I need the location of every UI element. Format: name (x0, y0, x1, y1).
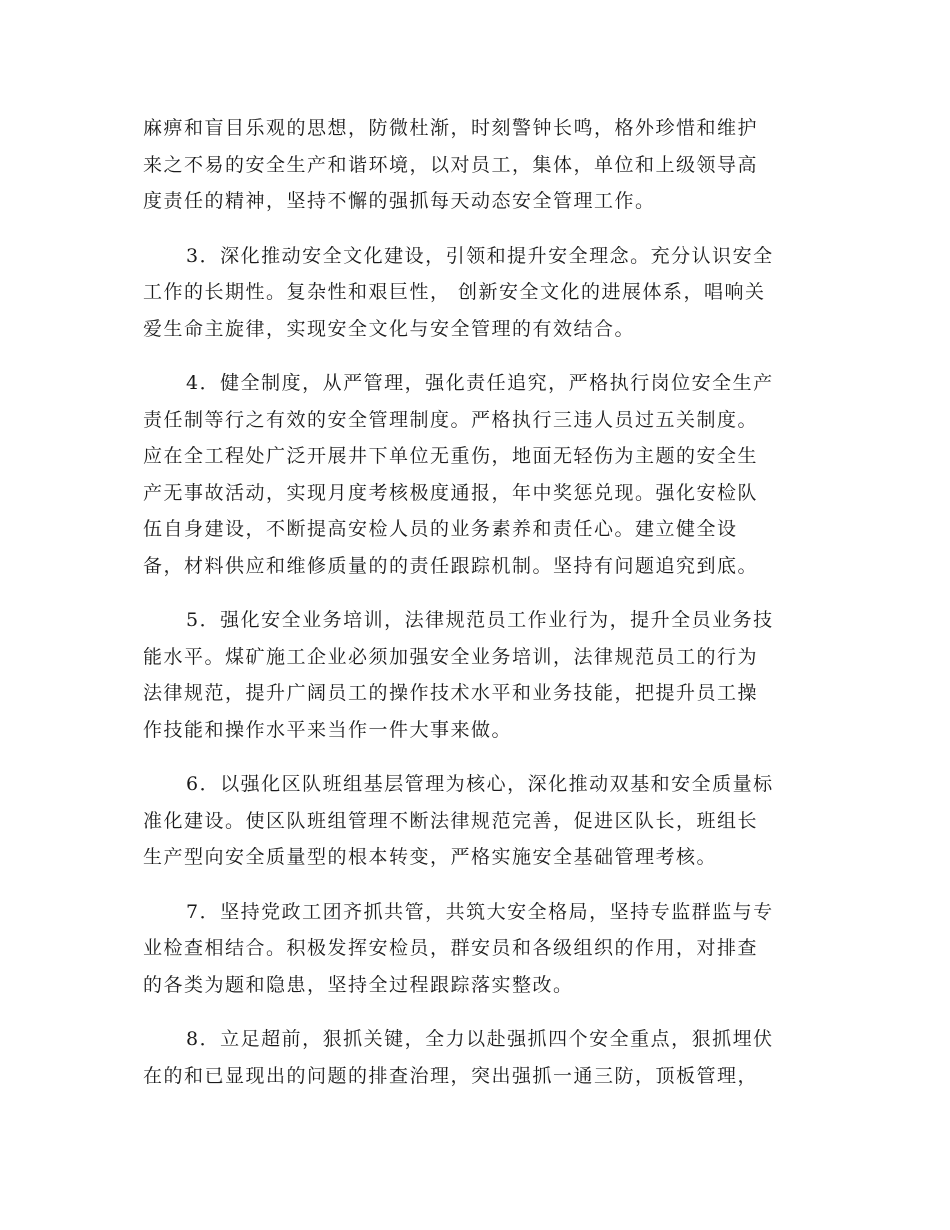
text-line: 麻痹和盲目乐观的思想，防微杜渐，时刻警钟长鸣，格外珍惜和维护 (143, 117, 759, 139)
text-line: 6．以强化区队班组基层管理为核心，深化推动双基和安全质量标 (186, 773, 774, 795)
text-line: 作技能和操作水平来当作一件大事来做。 (143, 718, 513, 741)
text-line: 能水平。煤矿施工企业必须加强安全业务培训，法律规范员工的行为 (143, 645, 759, 668)
paragraph-continuation (143, 110, 815, 220)
paragraph-item-3 (143, 238, 815, 348)
text-line: 生产型向安全质量型的根本转变，严格实施安全基础管理考核。 (143, 846, 718, 868)
text-line: 备，材料供应和维修质量的的责任跟踪机制。坚持有问题追究到底。 (143, 554, 759, 577)
paragraph-item-6 (143, 766, 815, 876)
text-line: 8．立足超前，狠抓关键，全力以赴强抓四个安全重点，狠抓埋伏 (186, 1028, 774, 1050)
text-line: 准化建设。使区队班组管理不断法律规范完善，促进区队长，班组长 (143, 809, 759, 832)
document-body (143, 110, 815, 1112)
text-line: 爱生命主旋律，实现安全文化与安全管理的有效结合。 (143, 317, 636, 340)
paragraph-item-7 (143, 894, 815, 1004)
paragraph-item-5 (143, 602, 815, 748)
text-line: 业检查相结合。积极发挥安检员，群安员和各级组织的作用，对排查 (143, 937, 759, 959)
text-line: 在的和已显现出的问题的排查治理，突出强抓一通三防，顶板管理， (143, 1064, 759, 1087)
text-line: 法律规范，提升广阔员工的操作技术水平和业务技能，把提升员工操 (143, 682, 759, 704)
text-line: 工作的长期性。复杂性和艰巨性， 创新安全文化的进展体系，唱响关 (143, 281, 766, 303)
text-line: 产无事故活动，实现月度考核极度通报，年中奖惩兑现。强化安检队 (143, 481, 759, 504)
text-line: 责任制等行之有效的安全管理制度。严格执行三违人员过五关制度。 (143, 408, 759, 431)
text-line: 的各类为题和隐患，坚持全过程跟踪落实整改。 (143, 973, 574, 996)
text-line: 4．健全制度，从严管理，强化责任追究，严格执行岗位安全生产 (186, 372, 774, 394)
text-line: 应在全工程处广泛开展井下单位无重伤，地面无轻伤为主题的安全生 (143, 445, 759, 467)
text-line: 度责任的精神，坚持不懈的强抓每天动态安全管理工作。 (143, 190, 656, 212)
text-line: 伍自身建设，不断提高安检人员的业务素养和责任心。建立健全设 (143, 518, 738, 540)
text-line: 7．坚持党政工团齐抓共管，共筑大安全格局，坚持专监群监与专 (186, 900, 774, 923)
paragraph-item-8 (143, 1021, 815, 1094)
text-line: 来之不易的安全生产和谐环境，以对员工，集体，单位和上级领导高 (143, 153, 759, 176)
text-line: 3．深化推动安全文化建设，引领和提升安全理念。充分认识安全 (186, 244, 774, 267)
paragraph-item-4 (143, 365, 815, 584)
text-line: 5．强化安全业务培训，法律规范员工作业行为，提升全员业务技 (186, 609, 774, 631)
